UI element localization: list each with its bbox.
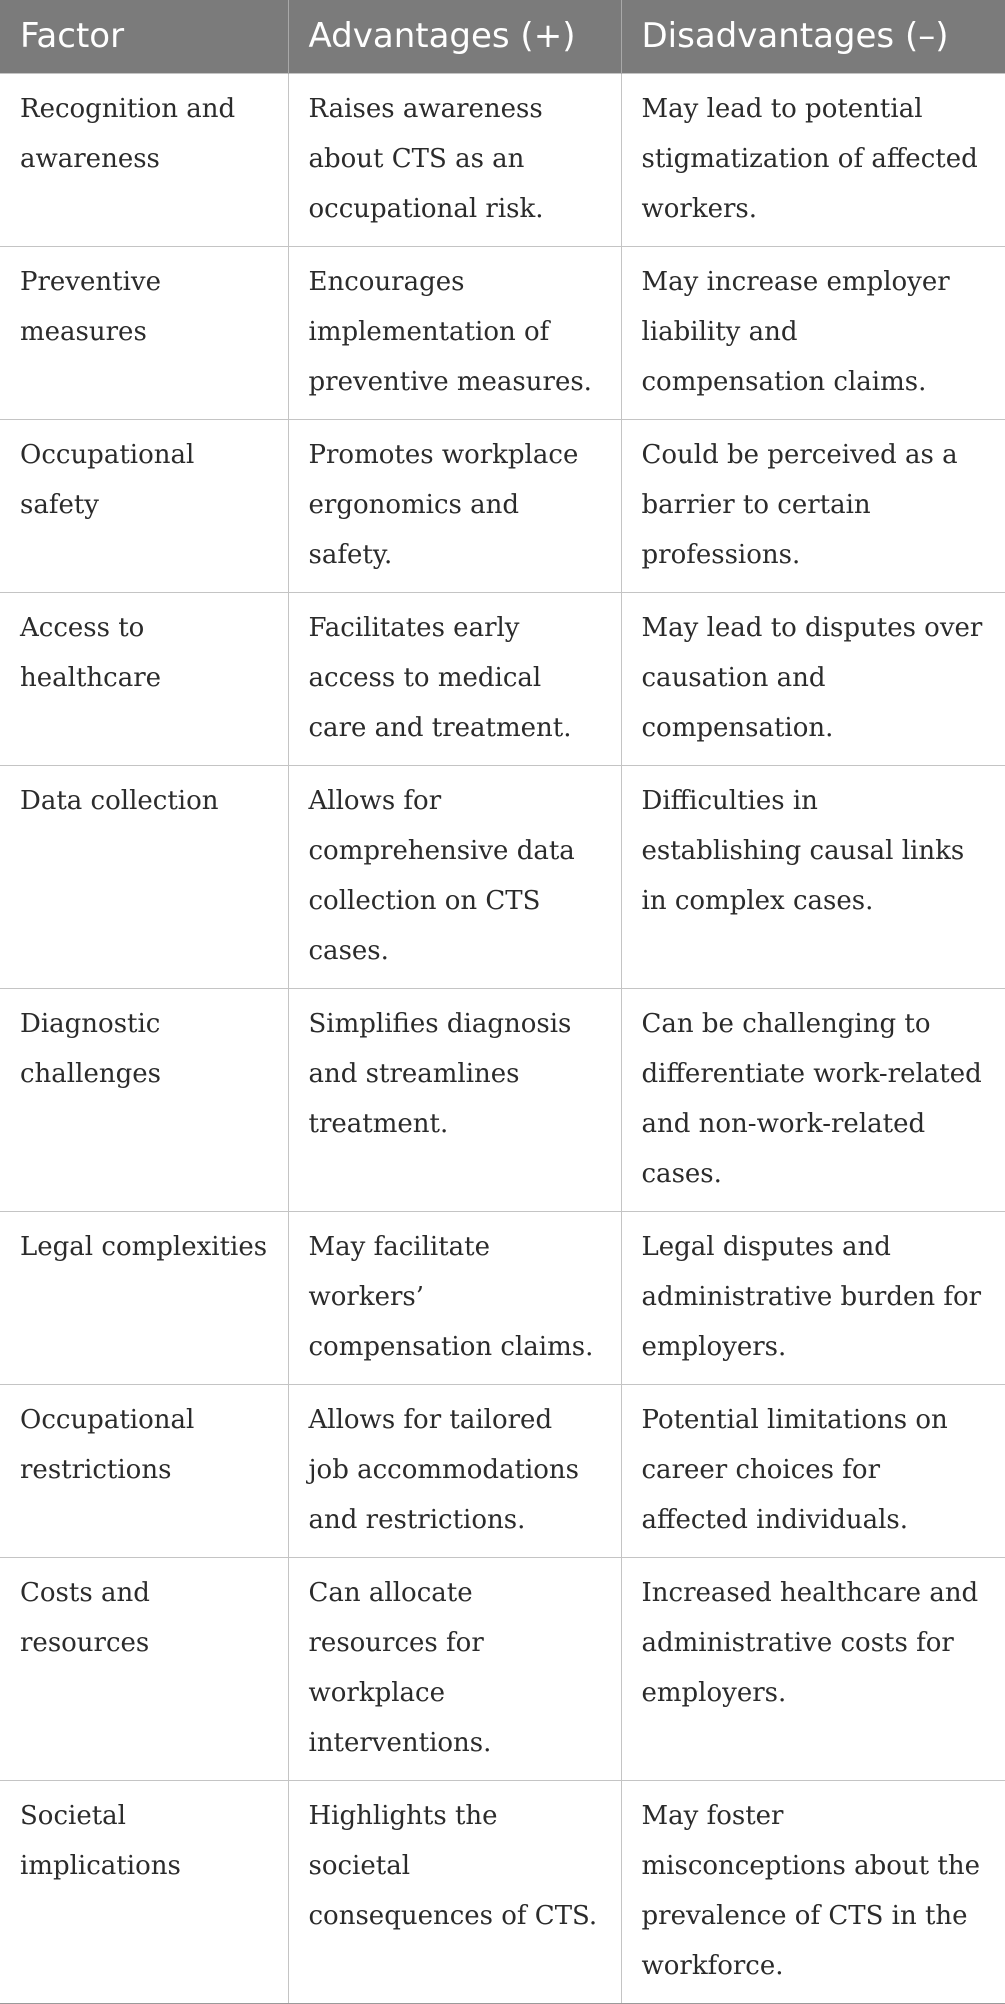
factor-cell: Societal implications — [0, 1780, 288, 2003]
factor-cell: Legal complexities — [0, 1211, 288, 1384]
factor-cell: Costs and resources — [0, 1557, 288, 1780]
table-header — [0, 0, 1005, 73]
table-row — [0, 246, 1005, 419]
table-row — [0, 419, 1005, 592]
header-advantages: Advantages (+) — [288, 0, 621, 73]
disadvantage-cell: Can be challenging to differentiate work-related and non-work-related cases. — [621, 988, 1005, 1211]
disadvantage-cell: May increase employer liability and compensation claims. — [621, 246, 1005, 419]
advantage-cell: Simplifies diagnosis and streamlines treatment. — [288, 988, 621, 1211]
disadvantage-cell: Legal disputes and administrative burden for employers. — [621, 1211, 1005, 1384]
advantage-cell: Allows for tailored job accommodations and restrictions. — [288, 1384, 621, 1557]
advantage-cell: Facilitates early access to medical care and treatment. — [288, 592, 621, 765]
factor-cell: Access to healthcare — [0, 592, 288, 765]
header-row — [0, 0, 1005, 73]
advantage-cell: Can allocate resources for workplace interventions. — [288, 1557, 621, 1780]
disadvantage-cell: Could be perceived as a barrier to certain professions. — [621, 419, 1005, 592]
table-row — [0, 1384, 1005, 1557]
table-body — [0, 73, 1005, 2003]
disadvantage-cell: May lead to disputes over causation and compensation. — [621, 592, 1005, 765]
disadvantage-cell: Potential limitations on career choices for affected individuals. — [621, 1384, 1005, 1557]
factor-cell: Occupational safety — [0, 419, 288, 592]
factor-cell: Occupational restrictions — [0, 1384, 288, 1557]
table-row — [0, 1780, 1005, 2003]
disadvantage-cell: May lead to potential stigmatization of affected workers. — [621, 73, 1005, 246]
header-factor: Factor — [0, 0, 288, 73]
factor-cell: Diagnostic challenges — [0, 988, 288, 1211]
table-row — [0, 1557, 1005, 1780]
advantage-cell: Highlights the societal consequences of CTS. — [288, 1780, 621, 2003]
advantage-cell: May facilitate workers’ compensation claims. — [288, 1211, 621, 1384]
header-disadvantages: Disadvantages (–) — [621, 0, 1005, 73]
factor-cell: Preventive measures — [0, 246, 288, 419]
advantage-cell: Encourages implementation of preventive measures. — [288, 246, 621, 419]
table-row — [0, 1211, 1005, 1384]
disadvantage-cell: Difficulties in establishing causal links in complex cases. — [621, 765, 1005, 988]
factor-cell: Recognition and awareness — [0, 73, 288, 246]
disadvantage-cell: Increased healthcare and administrative costs for employers. — [621, 1557, 1005, 1780]
table-row — [0, 765, 1005, 988]
advantage-cell: Allows for comprehensive data collection on CTS cases. — [288, 765, 621, 988]
factor-cell: Data collection — [0, 765, 288, 988]
table-row — [0, 592, 1005, 765]
advantage-cell: Raises awareness about CTS as an occupational risk. — [288, 73, 621, 246]
table-row — [0, 988, 1005, 1211]
table-row — [0, 73, 1005, 246]
disadvantage-cell: May foster misconceptions about the prevalence of CTS in the workforce. — [621, 1780, 1005, 2003]
advantage-cell: Promotes workplace ergonomics and safety. — [288, 419, 621, 592]
